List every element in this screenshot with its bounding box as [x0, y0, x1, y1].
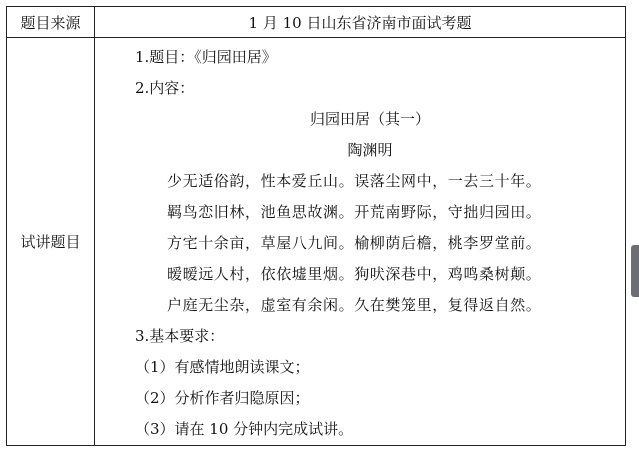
poem-line: 少无适俗韵，性本爱丘山。误落尘网中，一去三十年。 [167, 172, 542, 190]
item-content-label: 2.内容： [135, 79, 195, 97]
exam-info-table [6, 6, 626, 446]
item-requirements-label: 3.基本要求： [135, 327, 225, 345]
source-value: 1 月 10 日山东省济南市面试考题 [95, 7, 626, 38]
item-title: 1.题目：《归园田居》 [135, 48, 277, 66]
side-panel-tab[interactable] [631, 245, 639, 297]
poem-line: 羁鸟恋旧林，池鱼思故渊。开荒南野际，守拙归园田。 [167, 203, 542, 221]
topic-content [95, 38, 626, 446]
poem-title: 归园田居（其一） [309, 110, 430, 128]
topic-label: 试讲题目 [7, 38, 95, 446]
poem-author: 陶渊明 [347, 141, 393, 159]
poem-line: 户庭无尘杂，虚室有余闲。久在樊笼里，复得返自然。 [167, 296, 542, 314]
requirement-item: （1）有感情地朗读课文； [135, 358, 310, 376]
header-row [7, 7, 626, 38]
requirement-item: （2）分析作者归隐原因； [135, 389, 310, 407]
content-row [7, 38, 626, 446]
requirement-item: （3）请在 10 分钟内完成试讲。 [135, 420, 354, 438]
poem-line: 方宅十余亩，草屋八九间。榆柳荫后檐，桃李罗堂前。 [167, 234, 542, 252]
source-label: 题目来源 [7, 7, 95, 38]
poem-line: 暧暧远人村，依依墟里烟。狗吠深巷中，鸡鸣桑树颠。 [167, 265, 542, 283]
